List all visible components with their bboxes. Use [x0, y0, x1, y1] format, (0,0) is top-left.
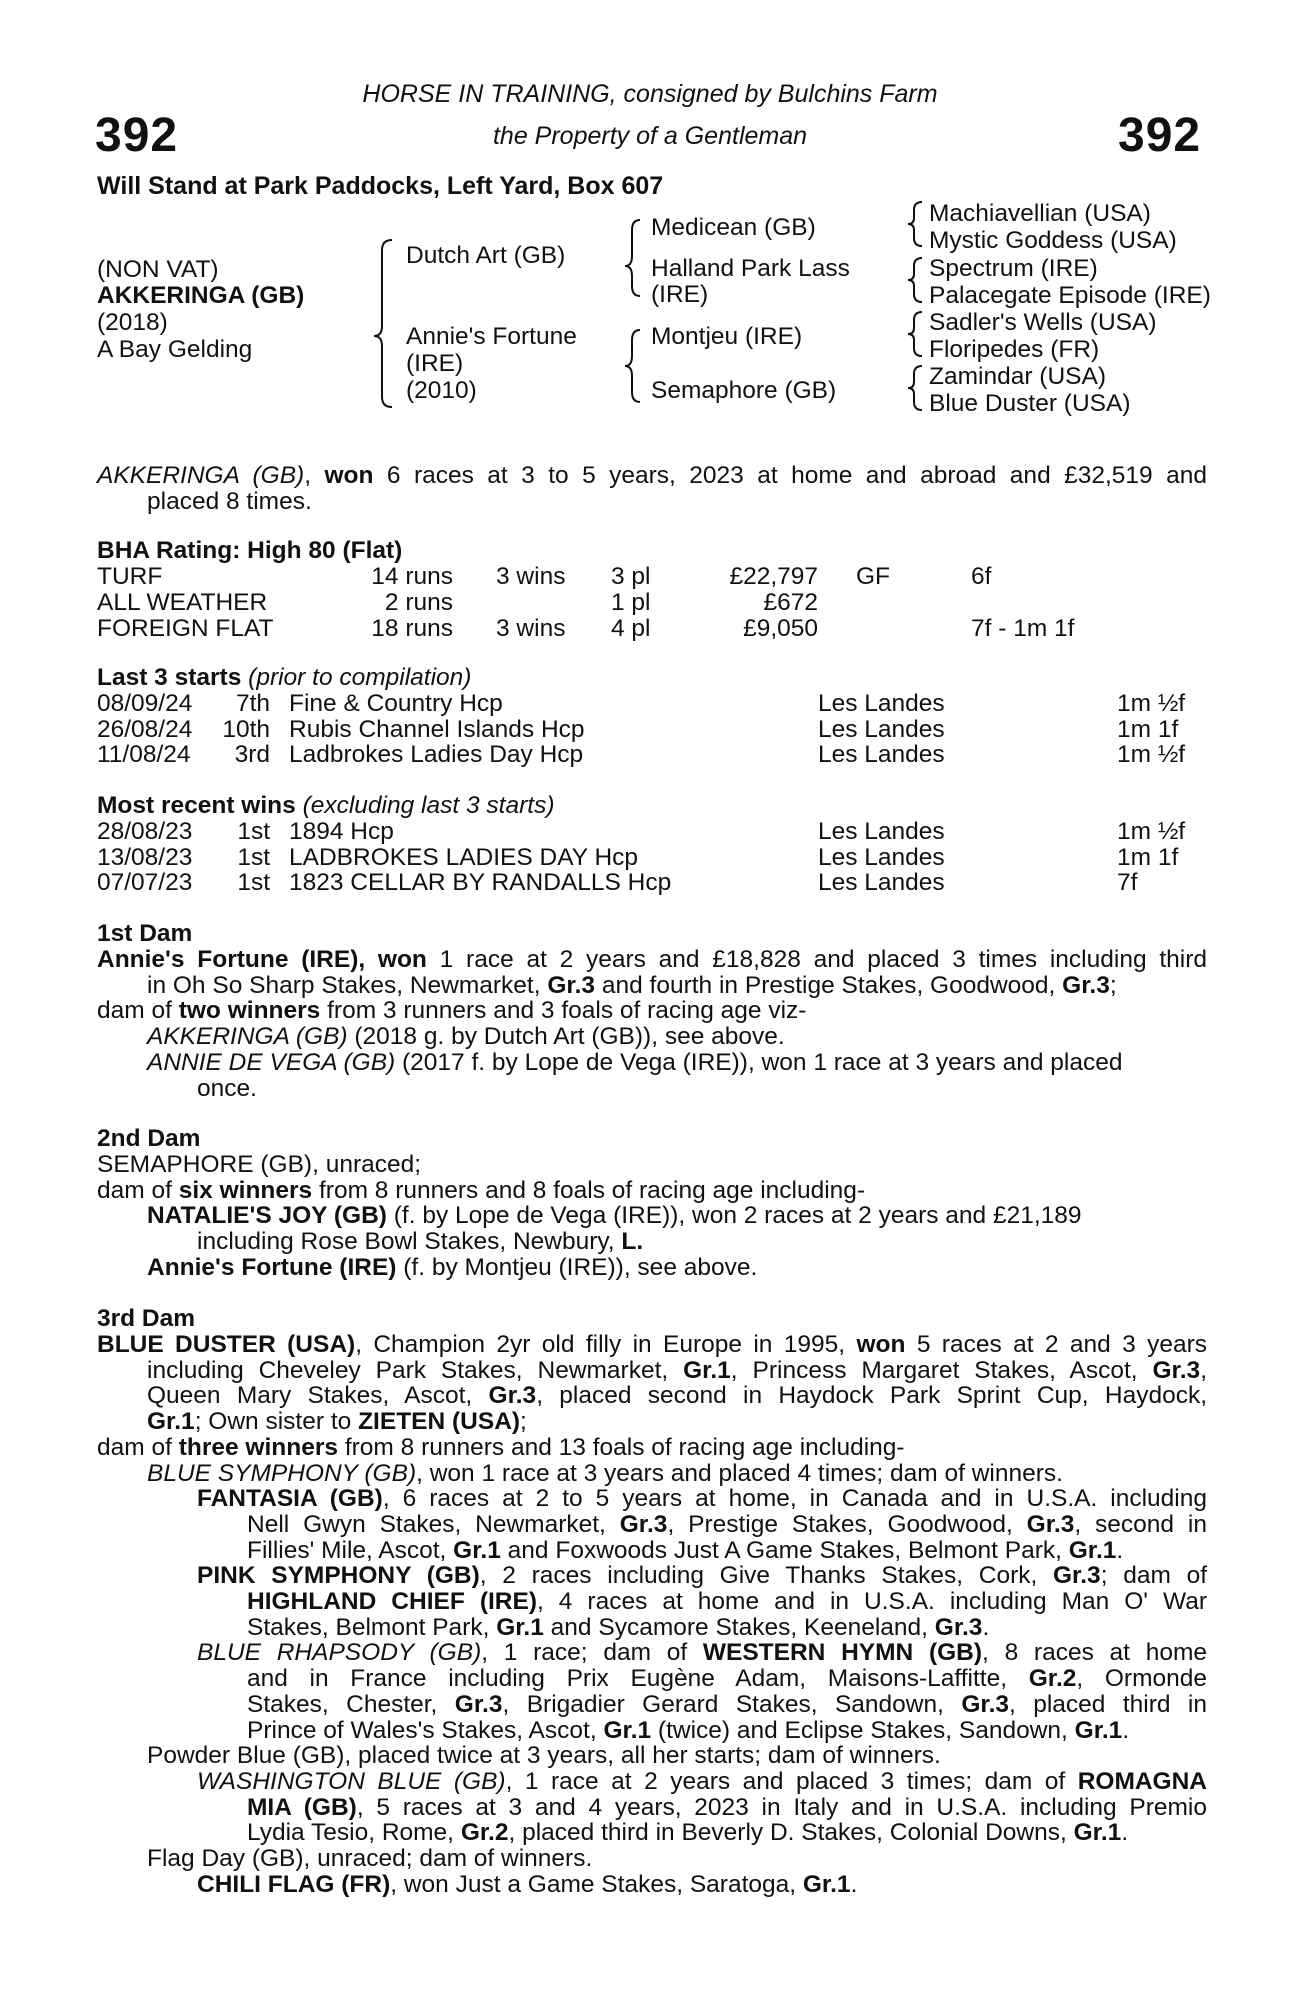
dam3-line: [97, 1666, 1207, 1692]
recent-win-distance: 1m ½f: [1117, 818, 1186, 845]
dam3-text: .: [1122, 1716, 1130, 1744]
dam3-bold-text: HIGHLAND CHIEF (IRE): [247, 1588, 537, 1616]
pedigree-gg7: Zamindar (USA): [929, 363, 1106, 390]
stand-info: Will Stand at Park Paddocks, Left Yard, Box 607: [97, 172, 664, 200]
horse-name: AKKERINGA (GB): [97, 282, 305, 309]
last-start-date: 26/08/24: [97, 715, 193, 743]
last-start-position: 10th: [222, 715, 270, 743]
dam3-bold-text: WESTERN HYMN (GB): [702, 1639, 983, 1667]
dam3-text: , Princess Margaret Stakes, Ascot,: [730, 1356, 1153, 1384]
dam3-text: Flag Day (GB), unraced; dam of winners.: [147, 1845, 593, 1873]
last-start-date: 11/08/24: [97, 741, 191, 768]
dam3-bold-text: Gr.3: [1026, 1510, 1075, 1538]
dam3-line: [97, 1512, 1207, 1538]
dam3-text: , 8 races at home: [982, 1639, 1207, 1667]
dam3-text: , won 1 race at 3 years and placed 4 times; dam of winners.: [416, 1459, 1063, 1487]
pedigree-dam-dam: Semaphore (GB): [651, 377, 837, 404]
last-start-distance: 1m 1f: [1117, 715, 1179, 743]
dam1-text-2c: ;: [1109, 971, 1117, 999]
last-start-race: Ladbrokes Ladies Day Hcp: [289, 741, 584, 768]
rating-runs: 2 runs: [384, 589, 453, 616]
pedigree-gg8: Blue Duster (USA): [929, 390, 1131, 417]
lot-number-right: 392: [1118, 109, 1202, 162]
dam3-text: .: [1121, 1819, 1129, 1847]
dam3-text: (twice) and Eclipse Stakes, Sandown,: [651, 1716, 1075, 1744]
dam3-text: , Brigadier Gerard Stakes, Sandown,: [502, 1690, 962, 1718]
dam1-section: [97, 947, 1207, 1101]
vat-status: (NON VAT): [97, 256, 219, 283]
rating-runs: 18 runs: [371, 615, 453, 642]
dam3-bold-text: three winners: [178, 1433, 339, 1461]
recent-win-course: Les Landes: [818, 818, 945, 845]
dam3-text: dam of: [97, 1433, 179, 1461]
pedigree-dam-sire: Montjeu (IRE): [651, 323, 803, 350]
dam3-text: , placed third in: [1009, 1690, 1207, 1718]
recent-win-position: 1st: [237, 818, 270, 845]
dam3-text: , Ormonde: [1076, 1665, 1207, 1693]
dam1-progeny-1-text: (2018 g. by Dutch Art (GB)), see above.: [347, 1023, 785, 1051]
dam2-section: [97, 1152, 1207, 1281]
dam3-bold-text: Gr.3: [1053, 1562, 1101, 1590]
pedigree-gg2: Mystic Goddess (USA): [929, 227, 1177, 254]
recent-wins-note: (excluding last 3 starts): [295, 792, 555, 819]
dam3-italic-text: BLUE SYMPHONY (GB): [147, 1459, 417, 1487]
dam3-text: Powder Blue (GB), placed twice at 3 years, all her starts; dam of winners.: [147, 1742, 941, 1770]
recent-wins-title: [97, 793, 554, 819]
dam3-bold-text: MIA (GB): [247, 1793, 357, 1821]
dam3-bold-text: Gr.3: [454, 1690, 503, 1718]
dam3-line: [97, 1486, 1207, 1512]
rating-prize: £22,797: [729, 563, 818, 590]
dam2-progeny-1: NATALIE'S JOY (GB): [147, 1202, 387, 1230]
dam3-line: [97, 1692, 1207, 1718]
dam1-progeny-2-cont: once.: [197, 1074, 257, 1102]
dam3-bold-text: Gr.1: [603, 1716, 652, 1744]
dam3-text: and Foxwoods Just A Game Stakes, Belmont Park,: [500, 1536, 1069, 1564]
header-consignor: HORSE IN TRAINING, consigned by Bulchins Farm: [362, 80, 938, 108]
rating-distance: 7f - 1m 1f: [971, 615, 1075, 642]
last-start-distance: 1m ½f: [1117, 741, 1186, 768]
pedigree-sire-dam-line2: (IRE): [651, 281, 709, 308]
dam3-bold-text: Gr.1: [496, 1613, 544, 1641]
dam3-line: [97, 1846, 1207, 1872]
pedigree-dam-line2: (IRE): [406, 350, 464, 377]
dam3-line: [97, 1332, 1207, 1358]
dam3-bold-text: Gr.3: [488, 1382, 537, 1410]
dam3-bold-text: PINK SYMPHONY (GB): [197, 1562, 480, 1590]
pedigree-dam-line1: Annie's Fortune: [406, 323, 577, 350]
recent-win-race: LADBROKES LADIES DAY Hcp: [289, 843, 639, 871]
dam3-text: Nell Gwyn Stakes, Newmarket,: [247, 1510, 620, 1538]
rating-surface: TURF: [97, 563, 163, 590]
dam1-text-2a: in Oh So Sharp Stakes, Newmarket,: [147, 971, 548, 999]
dam3-heading: 3rd Dam: [97, 1305, 196, 1332]
recent-win-course: Les Landes: [818, 843, 945, 871]
dam1-text-3c: from 3 runners and 3 foals of racing age viz-: [320, 997, 807, 1025]
dam3-text: Lydia Tesio, Rome,: [247, 1819, 461, 1847]
dam3-line: [97, 1872, 1207, 1898]
dam3-line: [97, 1769, 1207, 1795]
dam3-italic-text: WASHINGTON BLUE (GB): [197, 1767, 506, 1795]
dam3-section: [97, 1332, 1207, 1897]
recent-win-course: Les Landes: [818, 869, 945, 896]
dam3-bold-text: Gr.1: [453, 1536, 501, 1564]
dam3-bold-text: Gr.1: [1074, 1716, 1123, 1744]
rating-title: BHA Rating: High 80 (Flat): [97, 537, 403, 564]
dam3-bold-text: BLUE DUSTER (USA): [97, 1331, 356, 1358]
last-start-course: Les Landes: [818, 741, 945, 768]
dam2-text-1: SEMAPHORE (GB), unraced;: [97, 1151, 422, 1178]
dam3-text: and in France including Prix Eugène Adam, Maisons-Laffitte,: [247, 1665, 1029, 1693]
recent-win-distance: 7f: [1117, 869, 1138, 896]
recent-win-race: 1823 CELLAR BY RANDALLS Hcp: [289, 869, 672, 896]
recent-win-race: 1894 Hcp: [289, 818, 394, 845]
dam3-text: 5 races at 2 and 3 years: [905, 1331, 1207, 1358]
header-property: the Property of a Gentleman: [492, 122, 808, 150]
dam3-bold-text: Gr.1: [147, 1408, 195, 1436]
dam3-italic-text: BLUE RHAPSODY (GB): [197, 1639, 482, 1667]
dam3-line: [97, 1461, 1207, 1487]
last-starts-heading: Last 3 starts: [97, 664, 242, 691]
dam3-bold-text: Gr.1: [1073, 1819, 1122, 1847]
dam3-text: , second in: [1074, 1510, 1207, 1538]
dam3-line: [97, 1538, 1207, 1564]
dam3-bold-text: Gr.3: [619, 1510, 668, 1538]
rating-placed: 3 pl: [611, 563, 651, 590]
dam3-text: from 8 runners and 13 foals of racing age including-: [338, 1433, 905, 1461]
dam3-text: .: [850, 1870, 858, 1898]
dam2-heading: 2nd Dam: [97, 1125, 201, 1152]
dam3-line: [97, 1589, 1207, 1615]
dam1-text-1: 1 race at 2 years and £18,828 and placed 3 times including third: [426, 946, 1207, 973]
dam3-text: , Prestige Stakes, Goodwood,: [667, 1510, 1027, 1538]
dam3-text: , Champion 2yr old filly in Europe in 1995,: [355, 1331, 857, 1358]
pedigree-sire-sire: Medicean (GB): [651, 214, 816, 241]
horse-year: (2018): [97, 309, 168, 336]
pedigree-gg3: Spectrum (IRE): [929, 255, 1098, 282]
dam2-progeny-1-cont: including Rose Bowl Stakes, Newbury,: [197, 1228, 622, 1256]
rating-wins: 3 wins: [496, 563, 566, 590]
summary-text-1: 6 races at 3 to 5 years, 2023 at home and abroad and £32,519 and: [373, 462, 1207, 489]
last-start-race: Fine & Country Hcp: [289, 690, 503, 717]
dam2-text-2c: from 8 runners and 8 foals of racing age including-: [312, 1176, 866, 1204]
dam3-bold-text: ROMAGNA: [1077, 1767, 1207, 1795]
dam3-text: , placed third in Beverly D. Stakes, Colonial Downs,: [508, 1819, 1074, 1847]
last-start-race: Rubis Channel Islands Hcp: [289, 715, 585, 743]
dam1-progeny-2-text: (2017 f. by Lope de Vega (IRE)), won 1 race at 3 years and placed: [395, 1048, 1123, 1076]
dam1-winners: two winners: [178, 997, 321, 1025]
dam3-text: ; Own sister to: [194, 1408, 359, 1436]
racing-summary: AKKERINGA (GB), won 6 races at 3 to 5 years, 2023 at home and abroad and £32,519 and placed 8 times.: [97, 462, 1207, 515]
dam1-progeny-2: ANNIE DE VEGA (GB): [147, 1048, 396, 1076]
dam3-bold-text: Gr.2: [460, 1819, 509, 1847]
pedigree-sire-dam-line1: Halland Park Lass: [651, 255, 850, 282]
dam3-text: ,: [1200, 1356, 1207, 1384]
recent-win-distance: 1m 1f: [1117, 843, 1179, 871]
last-start-course: Les Landes: [818, 690, 945, 717]
pedigree-gg1: Machiavellian (USA): [929, 200, 1151, 227]
dam3-line: [97, 1743, 1207, 1769]
dam3-text: and Sycamore Stakes, Keeneland,: [543, 1613, 935, 1641]
rating-wins: 3 wins: [496, 615, 566, 642]
dam3-text: , won Just a Game Stakes, Saratoga,: [390, 1870, 803, 1898]
horse-description: A Bay Gelding: [97, 336, 253, 363]
dam1-heading: 1st Dam: [97, 920, 193, 947]
dam3-line: [97, 1358, 1207, 1384]
dam3-text: Stakes, Chester,: [247, 1690, 455, 1718]
recent-win-date: 28/08/23: [97, 818, 193, 845]
dam3-bold-text: Gr.3: [961, 1690, 1010, 1718]
dam3-line: [97, 1435, 1207, 1461]
dam3-text: , 2 races including Give Thanks Stakes, Cork,: [479, 1562, 1053, 1590]
dam3-text: , 1 race at 2 years and placed 3 times; dam of: [505, 1767, 1078, 1795]
dam3-text: Queen Mary Stakes, Ascot,: [147, 1382, 489, 1410]
last-start-position: 3rd: [234, 741, 270, 768]
summary-text-2: placed 8 times.: [147, 487, 312, 515]
pedigree-gg5: Sadler's Wells (USA): [929, 309, 1157, 336]
lot-number-left: 392: [95, 109, 179, 162]
recent-win-position: 1st: [237, 869, 270, 896]
rating-surface: ALL WEATHER: [97, 589, 268, 616]
dam3-bold-text: Gr.3: [934, 1613, 983, 1641]
dam3-bold-text: Gr.3: [1152, 1356, 1201, 1384]
dam3-text: , 6 races at 2 to 5 years at home, in Canada and in U.S.A. including: [382, 1485, 1207, 1513]
last-start-date: 08/09/24: [97, 690, 193, 717]
dam3-text: Stakes, Belmont Park,: [247, 1613, 497, 1641]
dam3-bold-text: won: [856, 1331, 906, 1358]
dam3-text: including Cheveley Park Stakes, Newmarket,: [147, 1356, 684, 1384]
dam1-text-3a: dam of: [97, 997, 179, 1025]
dam3-bold-text: ZIETEN (USA): [358, 1408, 521, 1436]
last-starts-note: (prior to compilation): [241, 664, 472, 691]
rating-surface: FOREIGN FLAT: [97, 615, 274, 642]
dam3-text: .: [982, 1613, 990, 1641]
dam1-grade-1: Gr.3: [547, 971, 596, 999]
dam1-text-2b: and fourth in Prestige Stakes, Goodwood,: [595, 971, 1063, 999]
dam3-line: [97, 1615, 1207, 1641]
pedigree-dam-line3: (2010): [406, 377, 477, 404]
summary-won: won: [324, 462, 374, 489]
dam2-text-2a: dam of: [97, 1176, 179, 1204]
rating-prize: £9,050: [743, 615, 818, 642]
dam3-line: [97, 1820, 1207, 1846]
pedigree-gg4: Palacegate Episode (IRE): [929, 282, 1211, 309]
dam1-progeny-1: AKKERINGA (GB): [147, 1023, 348, 1051]
last-start-position: 7th: [235, 690, 270, 717]
rating-runs: 14 runs: [371, 563, 453, 590]
dam3-text: .: [1116, 1536, 1124, 1564]
rating-placed: 4 pl: [611, 615, 651, 642]
dam3-text: , placed second in Haydock Park Sprint Cup, Haydock,: [536, 1382, 1207, 1410]
dam2-winners: six winners: [178, 1176, 313, 1204]
dam3-bold-text: Gr.2: [1028, 1665, 1077, 1693]
dam3-bold-text: Gr.1: [1068, 1536, 1117, 1564]
dam1-name: Annie's Fortune (IRE), won: [97, 946, 427, 973]
dam3-text: , 4 races at home and in U.S.A. including Man O' War: [536, 1588, 1207, 1616]
dam3-line: [97, 1640, 1207, 1666]
summary-horse-name: AKKERINGA (GB): [97, 462, 305, 489]
rating-going: GF: [856, 563, 891, 590]
dam2-progeny-2: Annie's Fortune (IRE): [147, 1253, 397, 1281]
recent-wins-heading: Most recent wins: [97, 792, 296, 819]
last-starts-title: [97, 665, 471, 691]
pedigree-sire: Dutch Art (GB): [406, 242, 566, 269]
dam3-line: [97, 1409, 1207, 1435]
dam3-text: Prince of Wales's Stakes, Ascot,: [247, 1716, 604, 1744]
dam3-line: [97, 1383, 1207, 1409]
rating-distance: 6f: [971, 563, 992, 590]
dam3-text: Fillies' Mile, Ascot,: [247, 1536, 454, 1564]
dam2-listed: L.: [621, 1228, 644, 1256]
recent-win-date: 07/07/23: [97, 869, 193, 896]
dam3-line: [97, 1795, 1207, 1821]
dam3-line: [97, 1718, 1207, 1744]
rating-prize: £672: [763, 589, 818, 616]
dam3-bold-text: Gr.1: [683, 1356, 731, 1384]
last-start-distance: 1m ½f: [1117, 690, 1186, 717]
dam3-text: , 1 race; dam of: [481, 1639, 703, 1667]
dam3-bold-text: Gr.1: [802, 1870, 851, 1898]
dam3-text: ; dam of: [1100, 1562, 1207, 1590]
dam3-text: ;: [520, 1408, 527, 1436]
recent-win-date: 13/08/23: [97, 843, 193, 871]
dam2-progeny-2-text: (f. by Montjeu (IRE)), see above.: [396, 1253, 758, 1281]
rating-placed: 1 pl: [611, 589, 651, 616]
dam2-progeny-1-text: (f. by Lope de Vega (IRE)), won 2 races at 2 years and £21,189: [386, 1202, 1082, 1230]
last-start-course: Les Landes: [818, 715, 945, 743]
dam1-grade-2: Gr.3: [1062, 971, 1110, 999]
dam3-bold-text: FANTASIA (GB): [197, 1485, 383, 1513]
pedigree-gg6: Floripedes (FR): [929, 336, 1100, 363]
dam3-bold-text: CHILI FLAG (FR): [197, 1870, 391, 1898]
dam3-text: , 5 races at 3 and 4 years, 2023 in Italy and in U.S.A. including Premio: [356, 1793, 1207, 1821]
recent-win-position: 1st: [237, 843, 270, 871]
dam3-line: [97, 1563, 1207, 1589]
